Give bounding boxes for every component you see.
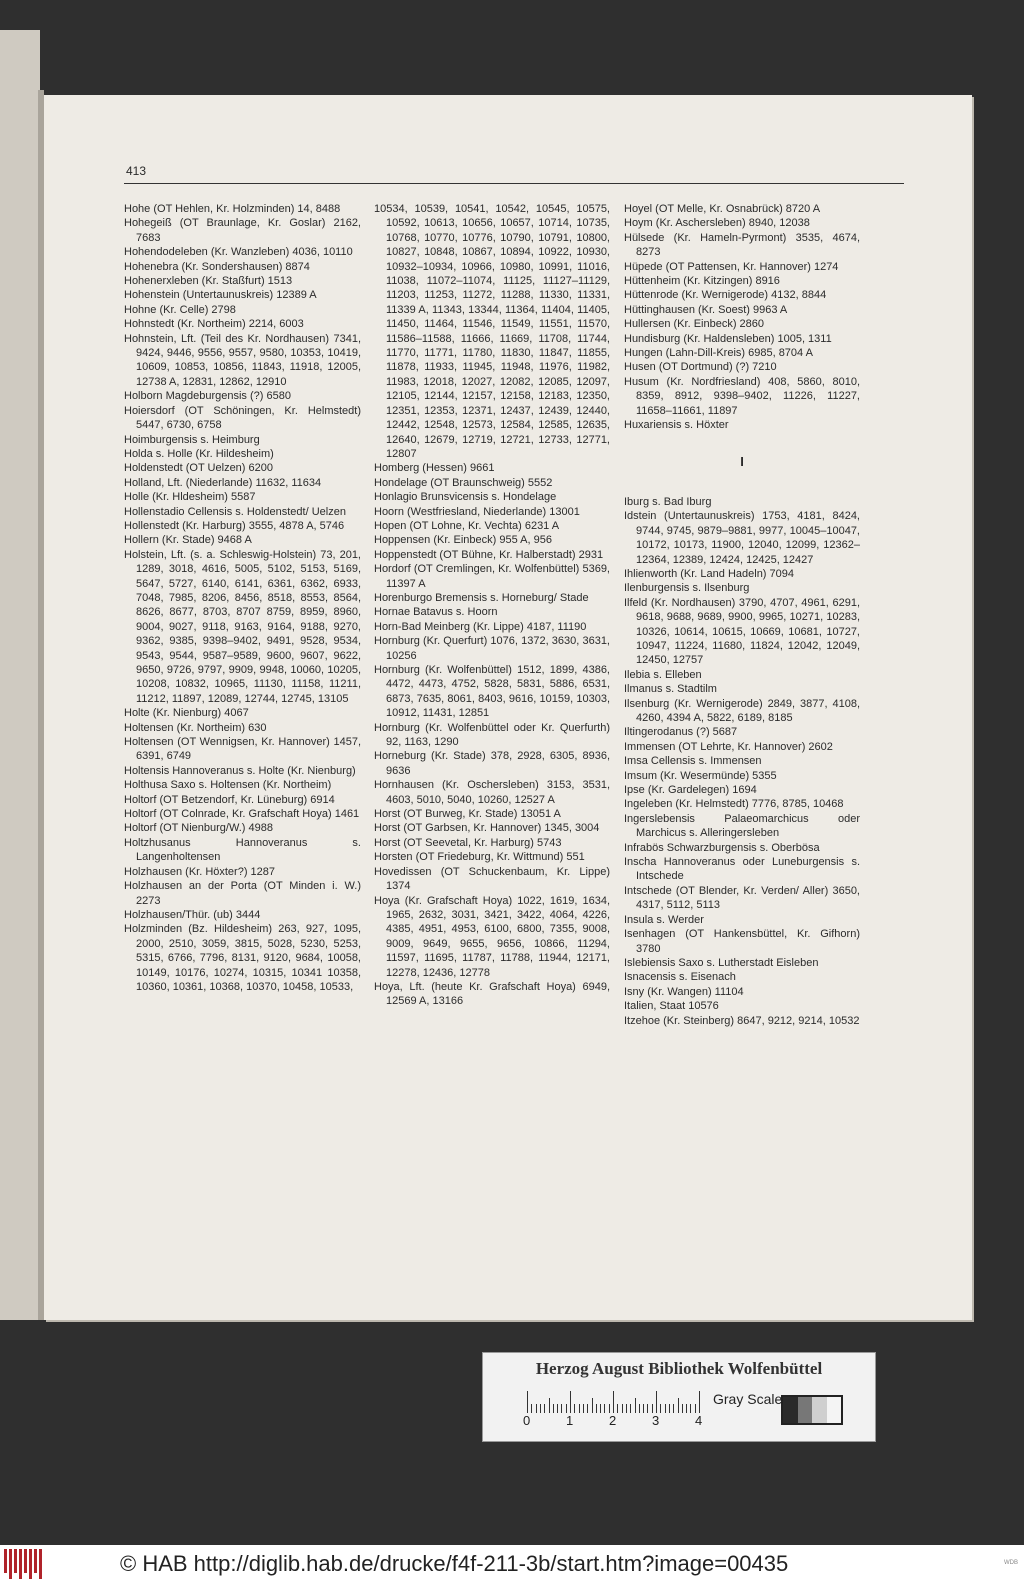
ruler-tick (540, 1404, 541, 1413)
index-entry: Holtensen (Kr. Northeim) 630 (124, 721, 267, 734)
ruler-tick (652, 1404, 653, 1413)
ruler-tick (561, 1404, 562, 1413)
index-entry: Hohnstein, Lft. (Teil des Kr. Nordhausen) 7341, 9424, 9446, 9556, 9557, 9580, 10353, 10419, 10609, 10853, 10856, 11843, 11918, 12005, 12738 A, 12831, 12862, 12910 (124, 332, 361, 388)
page-number: 413 (126, 164, 147, 178)
ruler-number: 1 (566, 1413, 574, 1428)
grayscale-patches (781, 1395, 843, 1425)
ruler-tick (626, 1404, 627, 1413)
ruler-tick (609, 1404, 610, 1413)
index-entry: Hornhausen (Kr. Oschersleben) 3153, 3531, 4603, 5010, 5040, 10260, 12527 A (374, 779, 610, 806)
index-entry: Hohegeiß (OT Braunlage, Kr. Goslar) 2162, 7683 (124, 217, 361, 244)
grayscale-patch (827, 1397, 842, 1423)
logo-bar (14, 1549, 17, 1573)
index-entry: Hollenstadio Cellensis s. Holdenstedt/ Uelzen (124, 505, 346, 518)
index-entry: Hoym (Kr. Aschersleben) 8940, 12038 (624, 217, 810, 230)
index-entry: Husen (OT Dortmund) (?) 7210 (624, 361, 777, 374)
ruler-tick (536, 1404, 537, 1413)
index-entry: Imsa Cellensis s. Immensen (624, 755, 762, 768)
ruler-tick (570, 1391, 571, 1413)
ruler-number: 3 (652, 1413, 660, 1428)
index-entry: Hornburg (Kr. Wolfenbüttel oder Kr. Querfurth) 92, 1163, 1290 (374, 721, 610, 749)
ruler-tick (596, 1404, 597, 1413)
index-column-2 (374, 202, 610, 1009)
index-entry: Horst (OT Burweg, Kr. Stade) 13051 A (374, 808, 561, 821)
ruler-tick (639, 1404, 640, 1413)
index-entry: Holtorf (OT Betzendorf, Kr. Lüneburg) 6914 (124, 793, 335, 806)
index-entry: Holtorf (OT Colnrade, Kr. Grafschaft Hoya) 1461 (124, 808, 360, 821)
index-entry: Hoimburgensis s. Heimburg (124, 433, 260, 446)
index-entry: Hüpede (OT Pattensen, Kr. Hannover) 1274 (624, 260, 839, 273)
grayscale-label: Gray Scale (713, 1391, 783, 1407)
index-entry: Islebiensis Saxo s. Lutherstadt Eisleben (624, 956, 819, 969)
index-entry: Holzminden (Bz. Hildesheim) 263, 927, 1095, 2000, 2510, 3059, 3815, 5028, 5230, 5253, 5315, 6766, 7796, 8131, 9120, 9684, 10058, 10149, 10176, 10274, 10315, 10341 10358, 10360, 10361, 10368, 10370, 10458, 10533, (124, 923, 361, 993)
ruler-tick (699, 1391, 700, 1413)
index-entry: Hoorn (Westfriesland, Niederlande) 13001 (374, 505, 580, 518)
index-entry: Holstein, Lft. (s. a. Schleswig-Holstein) 73, 201, 1289, 3018, 4616, 5005, 5102, 5153, 5169, 5647, 5727, 6140, 6141, 6361, 6362, 6933, 7048, 7985, 8206, 8456, 8518, 8553, 8564, 8626, 8677, 8703, 8707 8759, 8959, 8960, 9004, 9027, 9118, 9163, 9164, 9188, 9270, 9362, 9385, 9398–9402, 9491, 9528, 9534, 9543, 9544, 9587–9589, 9600, 9607, 9622, 9650, 9726, 9797, 9909, 9948, 10060, 10205, 10208, 10832, 10965, 11130, 11158, 11211, 11212, 11897, 12089, 12744, 12745, 13105 (124, 548, 361, 705)
ruler-tick (604, 1404, 605, 1413)
index-entry: Isny (Kr. Wangen) 11104 (624, 985, 744, 998)
index-entry: Hornburg (Kr. Querfurt) 1076, 1372, 3630, 3631, 10256 (374, 635, 610, 662)
index-entry: Insula s. Werder (624, 913, 704, 926)
footer-url-text[interactable]: © HAB http://diglib.hab.de/drucke/f4f-211-3b/start.htm?image=00435 (120, 1551, 789, 1576)
ruler-tick (613, 1391, 614, 1413)
index-entry: Holland, Lft. (Niederlande) 11632, 11634 (124, 476, 322, 489)
ruler-tick (656, 1391, 657, 1413)
logo-bar (29, 1549, 32, 1579)
ruler-tick (630, 1404, 631, 1413)
index-entry: Hoya (Kr. Grafschaft Hoya) 1022, 1619, 1634, 1965, 2632, 3031, 3421, 3422, 4064, 4226, 4385, 4951, 4953, 6100, 6800, 7355, 9008, 9009, 9649, 9655, 9656, 10866, 11294, 11597, 11695, 11787, 11788, 11944, 12171, 12278, 12436, 12778 (374, 894, 610, 979)
index-entry: Hüttinghausen (Kr. Soest) 9963 A (624, 303, 788, 316)
ruler-number: 0 (523, 1413, 531, 1428)
index-entry: Ilenburgensis s. Ilsenburg (624, 582, 750, 595)
index-entry: Hordorf (OT Cremlingen, Kr. Wolfenbüttel) 5369, 11397 A (374, 563, 610, 590)
scale-ruler (527, 1391, 703, 1413)
ruler-tick (583, 1404, 584, 1413)
index-entry: Hülsede (Kr. Hameln-Pyrmont) 3535, 4674, 8273 (624, 231, 860, 259)
index-entry: Hovedissen (OT Schuckenbaum, Kr. Lippe) 1374 (374, 865, 610, 893)
ruler-tick (592, 1398, 593, 1413)
index-entry: Hundisburg (Kr. Haldensleben) 1005, 1311 (624, 332, 832, 345)
index-entry: Ingeleben (Kr. Helmstedt) 7776, 8785, 10468 (624, 798, 844, 811)
index-entry: Ilsenburg (Kr. Wernigerode) 2849, 3877, 4108, 4260, 4394 A, 5822, 6189, 8185 (624, 697, 860, 724)
logo-bar (39, 1549, 42, 1579)
ruler-tick (531, 1404, 532, 1413)
ruler-tick (678, 1398, 679, 1413)
ruler-tick (686, 1404, 687, 1413)
index-entry: Immensen (OT Lehrte, Kr. Hannover) 2602 (624, 740, 833, 753)
index-entry: Hopen (OT Lohne, Kr. Vechta) 6231 A (374, 519, 560, 532)
grayscale-patch (783, 1397, 798, 1423)
index-entry: Infrabös Schwarzburgensis s. Oberbösa (624, 841, 820, 854)
index-entry: Holzhausen (Kr. Höxter?) 1287 (124, 865, 276, 878)
index-entry: Hollenstedt (Kr. Harburg) 3555, 4878 A, 5746 (124, 519, 345, 532)
ruler-tick (566, 1404, 567, 1413)
index-entry: Hullersen (Kr. Einbeck) 2860 (624, 318, 765, 331)
index-entry: Hornburg (Kr. Wolfenbüttel) 1512, 1899, 4386, 4472, 4473, 4752, 5828, 5831, 5886, 6531, 6873, 7635, 8061, 8403, 9616, 10159, 10303, 10912, 11431, 12851 (374, 664, 610, 720)
letter-heading: I (740, 453, 744, 469)
footer-mark: WDB (1004, 1560, 1018, 1566)
index-entry: Hohnstedt (Kr. Northeim) 2214, 6003 (124, 318, 304, 331)
index-entry: Ilfeld (Kr. Nordhausen) 3790, 4707, 4961, 6291, 9618, 9688, 9689, 9900, 9965, 10271, 10283, 10326, 10614, 10615, 10669, 10681, 10727, 10947, 11224, 11680, 11824, 12042, 12049, 12450, 12757 (624, 596, 860, 667)
grayscale-patch (798, 1397, 813, 1423)
ruler-number: 4 (695, 1413, 703, 1428)
ruler-tick (669, 1404, 670, 1413)
ruler-tick (647, 1404, 648, 1413)
index-entry: Imsum (Kr. Wesermünde) 5355 (624, 769, 777, 782)
index-entry: Huxariensis s. Höxter (624, 419, 729, 432)
index-entry: Hondelage (OT Braunschweig) 5552 (374, 476, 553, 489)
ruler-tick (557, 1404, 558, 1413)
index-entry: Hungen (Lahn-Dill-Kreis) 6985, 8704 A (624, 347, 813, 360)
index-entry: Hohenerxleben (Kr. Staßfurt) 1513 (124, 275, 293, 288)
index-entry: Holborn Magdeburgensis (?) 6580 (124, 390, 291, 403)
index-entry: Iburg s. Bad Iburg (624, 495, 712, 508)
index-entry: Husum (Kr. Nordfriesland) 408, 5860, 8010, 8359, 8912, 9398–9402, 11226, 11227, 11658–11661, 11897 (624, 375, 860, 417)
ruler-tick (665, 1404, 666, 1413)
index-entry: Horenburgo Bremensis s. Horneburg/ Stade (374, 591, 589, 604)
index-entry: Holtorf (OT Nienburg/W.) 4988 (124, 822, 273, 835)
index-entry: Holtensis Hannoveranus s. Holte (Kr. Nienburg) (124, 764, 356, 777)
index-entry: Hornae Batavus s. Hoorn (374, 606, 498, 619)
index-entry: Ipse (Kr. Gardelegen) 1694 (624, 784, 757, 797)
ruler-tick (574, 1404, 575, 1413)
index-entry: Hüttenheim (Kr. Kitzingen) 8916 (624, 275, 780, 288)
ruler-tick (673, 1404, 674, 1413)
index-entry: Holle (Kr. Hldesheim) 5587 (124, 491, 256, 504)
index-entry: Holthusa Saxo s. Holtensen (Kr. Northeim) (124, 779, 332, 792)
index-entry: Isnacensis s. Eisenach (624, 971, 736, 984)
logo-bar (24, 1549, 27, 1573)
ruler-tick (695, 1404, 696, 1413)
ruler-number: 2 (609, 1413, 617, 1428)
index-entry: Holda s. Holle (Kr. Hildesheim) (124, 447, 274, 460)
ruler-tick (617, 1404, 618, 1413)
index-entry: Hohendodeleben (Kr. Wanzleben) 4036, 10110 (124, 246, 353, 259)
grayscale-patch (812, 1397, 827, 1423)
ruler-tick (600, 1404, 601, 1413)
index-entry: Ihlienworth (Kr. Land Hadeln) 7094 (624, 567, 794, 580)
index-entry: Itzehoe (Kr. Steinberg) 8647, 9212, 9214, 10532 (624, 1014, 860, 1027)
index-entry: Honlagio Brunsvicensis s. Hondelage (374, 491, 557, 504)
index-entry: Hoiersdorf (OT Schöningen, Kr. Helmstedt) 5447, 6730, 6758 (124, 404, 361, 432)
index-entry: Idstein (Untertaunuskreis) 1753, 4181, 8424, 9744, 9745, 9879–9881, 9977, 10045–10047, 10172, 10173, 11900, 12040, 12099, 12362–12364, 12389, 12424, 12425, 12427 (624, 510, 860, 566)
index-entry: Horst (OT Garbsen, Kr. Hannover) 1345, 3004 (374, 822, 600, 835)
index-entry: Horneburg (Kr. Stade) 378, 2928, 6305, 8936, 9636 (374, 750, 610, 777)
index-entry: Intschede (OT Blender, Kr. Verden/ Aller) 3650, 4317, 5112, 5113 (624, 884, 860, 912)
index-entry: Holdenstedt (OT Uelzen) 6200 (124, 462, 273, 475)
index-entry: Horsten (OT Friedeburg, Kr. Wittmund) 551 (374, 851, 585, 864)
logo-bar (19, 1549, 22, 1579)
index-entry: Inscha Hannoveranus oder Luneburgensis s. Intschede (624, 856, 860, 883)
index-entry: Holzhausen an der Porta (OT Minden i. W.) 2273 (124, 880, 361, 907)
index-entry: Italien, Staat 10576 (624, 1000, 719, 1013)
index-entry: Hüttenrode (Kr. Wernigerode) 4132, 8844 (624, 289, 827, 302)
index-entry: Hoyel (OT Melle, Kr. Osnabrück) 8720 A (624, 203, 821, 215)
index-entry: Holte (Kr. Nienburg) 4067 (124, 707, 249, 720)
ruler-tick (553, 1404, 554, 1413)
ruler-tick (682, 1404, 683, 1413)
index-entry: Isenhagen (OT Hankensbüttel, Kr. Gifhorn) 3780 (624, 928, 860, 955)
library-title: Herzog August Bibliothek Wolfenbüttel (535, 1359, 823, 1378)
ruler-tick (643, 1404, 644, 1413)
ruler-tick (587, 1404, 588, 1413)
index-entry: Holtensen (OT Wennigsen, Kr. Hannover) 1457, 6391, 6749 (124, 736, 361, 763)
index-entry: Holzhausen/Thür. (ub) 3444 (124, 908, 261, 921)
footer-bar (0, 1545, 1024, 1582)
ruler-tick (635, 1398, 636, 1413)
index-entry: Hoppensen (Kr. Einbeck) 955 A, 956 (374, 534, 552, 547)
logo-bar (4, 1549, 7, 1573)
index-column-1 (124, 202, 361, 994)
index-entry: Hohenebra (Kr. Sondershausen) 8874 (124, 260, 310, 273)
index-entry: Ilebia s. Elleben (624, 668, 702, 681)
ruler-tick (527, 1391, 528, 1413)
index-entry: Hohne (Kr. Celle) 2798 (124, 303, 236, 316)
header-rule (124, 183, 904, 184)
index-entry: Horst (OT Seevetal, Kr. Harburg) 5743 (374, 836, 562, 849)
index-entry: Hollern (Kr. Stade) 9468 A (124, 534, 252, 547)
ruler-tick (622, 1404, 623, 1413)
logo-bar (9, 1549, 12, 1579)
index-entry: Holtzhusanus Hannoveranus s. Langenholtensen (124, 836, 361, 864)
book-page (44, 95, 972, 1320)
index-entry: Homberg (Hessen) 9661 (374, 462, 495, 475)
index-entry: Hoya, Lft. (heute Kr. Grafschaft Hoya) 6949, 12569 A, 13166 (374, 980, 610, 1008)
index-column-3 (624, 202, 860, 1028)
ruler-tick (690, 1404, 691, 1413)
logo-bar (34, 1549, 37, 1573)
index-entry: Hohenstein (Untertaunuskreis) 12389 A (124, 289, 317, 302)
index-entry: Hoppenstedt (OT Bühne, Kr. Halberstadt) 2931 (374, 548, 604, 561)
previous-page-edge (0, 30, 40, 1320)
ruler-tick (544, 1404, 545, 1413)
index-entry: 10534, 10539, 10541, 10542, 10545, 10575, 10592, 10613, 10656, 10657, 10714, 10735, 10768, 10770, 10776, 10790, 10791, 10800, 10827, 10848, 10867, 10894, 10922, 10930, 10932–10934, 10966, 10980, 10991, 11016, 11038, 11072–11074, 11125, 11127–11129, 11203, 11253, 11272, 11288, 11330, 11331, 11339 A, 11343, 13344, 11364, 11404, 11405, 11450, 11464, 11546, 11549, 11551, 11570, 11586–11588, 11666, 11669, 11708, 11744, 11770, 11771, 11780, 11830, 11847, 11855, 11878, 11933, 11945, 11948, 11976, 11982, 11983, 12018, 12027, 12082, 12085, 12097, 12105, 12144, 12157, 12158, 12183, 12350, 12351, 12353, 12371, 12437, 12439, 12440, 12442, 12548, 12573, 12584, 12585, 12635, 12640, 12679, 12719, 12721, 12733, 12771, 12807 (374, 203, 610, 460)
color-calibration-bar (482, 1352, 876, 1442)
index-entry: Iltingerodanus (?) 5687 (624, 726, 738, 739)
ruler-tick (660, 1404, 661, 1413)
index-entry: Ilmanus s. Stadtilm (624, 683, 717, 696)
ruler-tick (579, 1404, 580, 1413)
index-entry: Hohe (OT Hehlen, Kr. Holzminden) 14, 8488 (124, 203, 341, 215)
ruler-tick (549, 1398, 550, 1413)
hab-logo-icon (4, 1549, 46, 1579)
index-entry: Horn-Bad Meinberg (Kr. Lippe) 4187, 11190 (374, 620, 587, 633)
index-entry: Ingerslebensis Palaeomarchicus oder Marchicus s. Alleringersleben (624, 812, 860, 840)
